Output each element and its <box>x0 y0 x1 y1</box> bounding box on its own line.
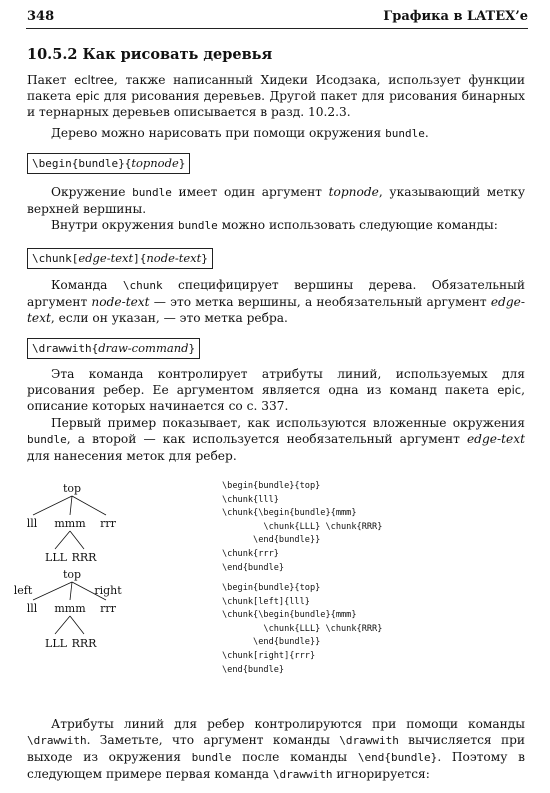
italic-term: edge-text <box>27 295 525 325</box>
tree1-mid-label: mmm <box>54 517 86 530</box>
text-run: . Заметьте, что аргумент команды <box>86 733 340 747</box>
text-run: , если он указан, — это метка ребра. <box>50 311 288 325</box>
italic-term: node-text <box>91 295 150 309</box>
tree2-sub-edge-left <box>55 616 70 634</box>
tree-examples-figure <box>0 470 210 685</box>
paragraph-commands <box>27 217 525 234</box>
tree1-sub-left-label: LLL <box>45 551 67 564</box>
tree1-sub-edge-left <box>55 531 70 549</box>
text-run: для нанесения меток для ребер. <box>27 449 237 463</box>
text-run: , описание которых начинается со с. 337. <box>27 383 525 413</box>
tree2-sub-left-label: LLL <box>45 637 67 650</box>
syntax-argument: topnode <box>131 156 179 170</box>
package-name: ecltree <box>74 73 114 87</box>
tree2-edge-left-label: left <box>13 584 33 597</box>
paragraph-drawwith <box>27 366 525 414</box>
inline-code: \end{bundle} <box>357 751 438 764</box>
tree2-edge-right-label: right <box>94 584 122 597</box>
text-run: , также написанный Хидеки Исодзака, использует функции пакета <box>27 73 526 103</box>
text-run: Внутри окружения <box>51 218 178 232</box>
page-number: 348 <box>27 9 55 24</box>
text-run: Первый пример показывает, как используются вложенные окружения <box>51 416 525 430</box>
inline-code: \drawwith <box>27 734 87 747</box>
text-run: для рисования деревьев. Другой пакет для рисования бинарных и тернарных деревьев описывается в разд. 10.2.3. <box>27 89 526 119</box>
text-run: . Поэтому в следующем примере первая команда <box>27 750 525 781</box>
tree1-edge-mid <box>70 496 72 515</box>
text-run: — это метка вершины, а необязательный аргумент <box>149 295 491 309</box>
text-run: Эта команда контролирует атрибуты линий, используемых для рисования ребер. Ее аргументом является одна из команд пакета <box>27 367 525 397</box>
package-name: epic <box>497 383 522 397</box>
tree1-sub-edge-right <box>70 531 84 549</box>
inline-code: bundle <box>27 433 67 446</box>
running-title: Графика в LATEX’е <box>383 9 528 24</box>
paragraph-drawwith-evaluation <box>27 716 525 783</box>
tree-1 <box>27 482 117 564</box>
tree2-left-label: lll <box>26 602 38 615</box>
tree1-top-label: top <box>62 482 82 495</box>
text-run: Пакет <box>27 73 75 87</box>
text-run: имеет один аргумент <box>171 185 329 199</box>
text-run: можно использовать следующие команды: <box>217 218 498 232</box>
paragraph-ecltree-intro <box>27 72 525 120</box>
tree1-edge-right <box>72 496 106 515</box>
syntax-brace: ]{ <box>133 252 147 265</box>
text-run: . <box>424 126 429 140</box>
tree2-sub-edge-right <box>70 616 84 634</box>
inline-code: bundle <box>191 751 232 764</box>
paragraph-topnode <box>27 184 525 217</box>
text-run: специфицирует вершины дерева. Обязательный аргумент <box>27 278 525 309</box>
section-heading: 10.5.2 Как рисовать деревья <box>27 46 273 63</box>
paragraph-bundle-env <box>27 125 525 142</box>
tree2-right-label: rrr <box>100 602 116 615</box>
syntax-brace: } <box>201 252 208 265</box>
inline-code: bundle <box>132 186 172 199</box>
inline-code: bundle <box>385 127 425 140</box>
italic-term: topnode <box>328 185 379 199</box>
syntax-argument: node-text <box>146 251 202 265</box>
text-run: игнорируется: <box>332 767 430 781</box>
syntax-command: \begin{bundle}{ <box>32 157 132 170</box>
paragraph-chunk <box>27 277 525 326</box>
syntax-command: \drawwith{ <box>32 342 99 355</box>
inline-code: \drawwith <box>339 734 399 747</box>
paragraph-examples <box>27 415 525 464</box>
text-run: вычисляется при выходе из окружения <box>27 733 525 764</box>
syntax-brace: } <box>178 157 186 170</box>
code-example-edge-text: \begin{bundle}{top} \chunk[left]{lll} \chunk{\begin{bundle}{mmm} \chunk{LLL} \chunk{RRR} \end{bundle}} \chunk[right]{rrr} \end{bundle} <box>222 583 383 675</box>
tree1-edge-left <box>33 496 72 515</box>
text-run: Атрибуты линий для ребер контролируются при помощи команды <box>51 717 525 731</box>
text-run: Дерево можно нарисовать при помощи окружения <box>51 126 386 140</box>
tree1-left-label: lll <box>26 517 38 530</box>
text-run: , а второй — как используется необязательный аргумент <box>66 432 467 446</box>
text-run: Команда <box>51 278 123 292</box>
tree2-sub-right-label: RRR <box>71 637 97 650</box>
text-run: после команды <box>231 750 358 764</box>
tree2-mid-label: mmm <box>54 602 86 615</box>
italic-term: edge-text <box>466 432 525 446</box>
tree2-top-label: top <box>62 568 82 581</box>
tree1-right-label: rrr <box>100 517 116 530</box>
text-run: Окружение <box>51 185 133 199</box>
package-name: epic <box>75 89 100 103</box>
inline-code: \chunk <box>122 279 163 292</box>
syntax-box-chunk <box>27 248 213 269</box>
syntax-argument: edge-text <box>78 251 134 265</box>
syntax-command: \chunk[ <box>32 252 79 265</box>
tree1-sub-right-label: RRR <box>71 551 97 564</box>
syntax-box-bundle <box>27 153 190 174</box>
tree2-edge-left <box>33 582 72 600</box>
code-example-nested-bundle: \begin{bundle}{top} \chunk{lll} \chunk{\begin{bundle}{mmm} \chunk{LLL} \chunk{RRR} \end{bundle}} \chunk{rrr} \end{bundle} <box>222 481 383 573</box>
syntax-argument: draw-command <box>98 341 189 355</box>
text-run: , указывающий метку верхней вершины. <box>27 185 526 216</box>
inline-code: \drawwith <box>272 768 333 781</box>
syntax-brace: } <box>188 342 196 355</box>
header-rule <box>26 28 528 29</box>
tree-2 <box>14 568 123 650</box>
tree2-edge-mid <box>70 582 72 600</box>
inline-code: bundle <box>177 219 218 232</box>
syntax-box-drawwith <box>27 338 200 359</box>
